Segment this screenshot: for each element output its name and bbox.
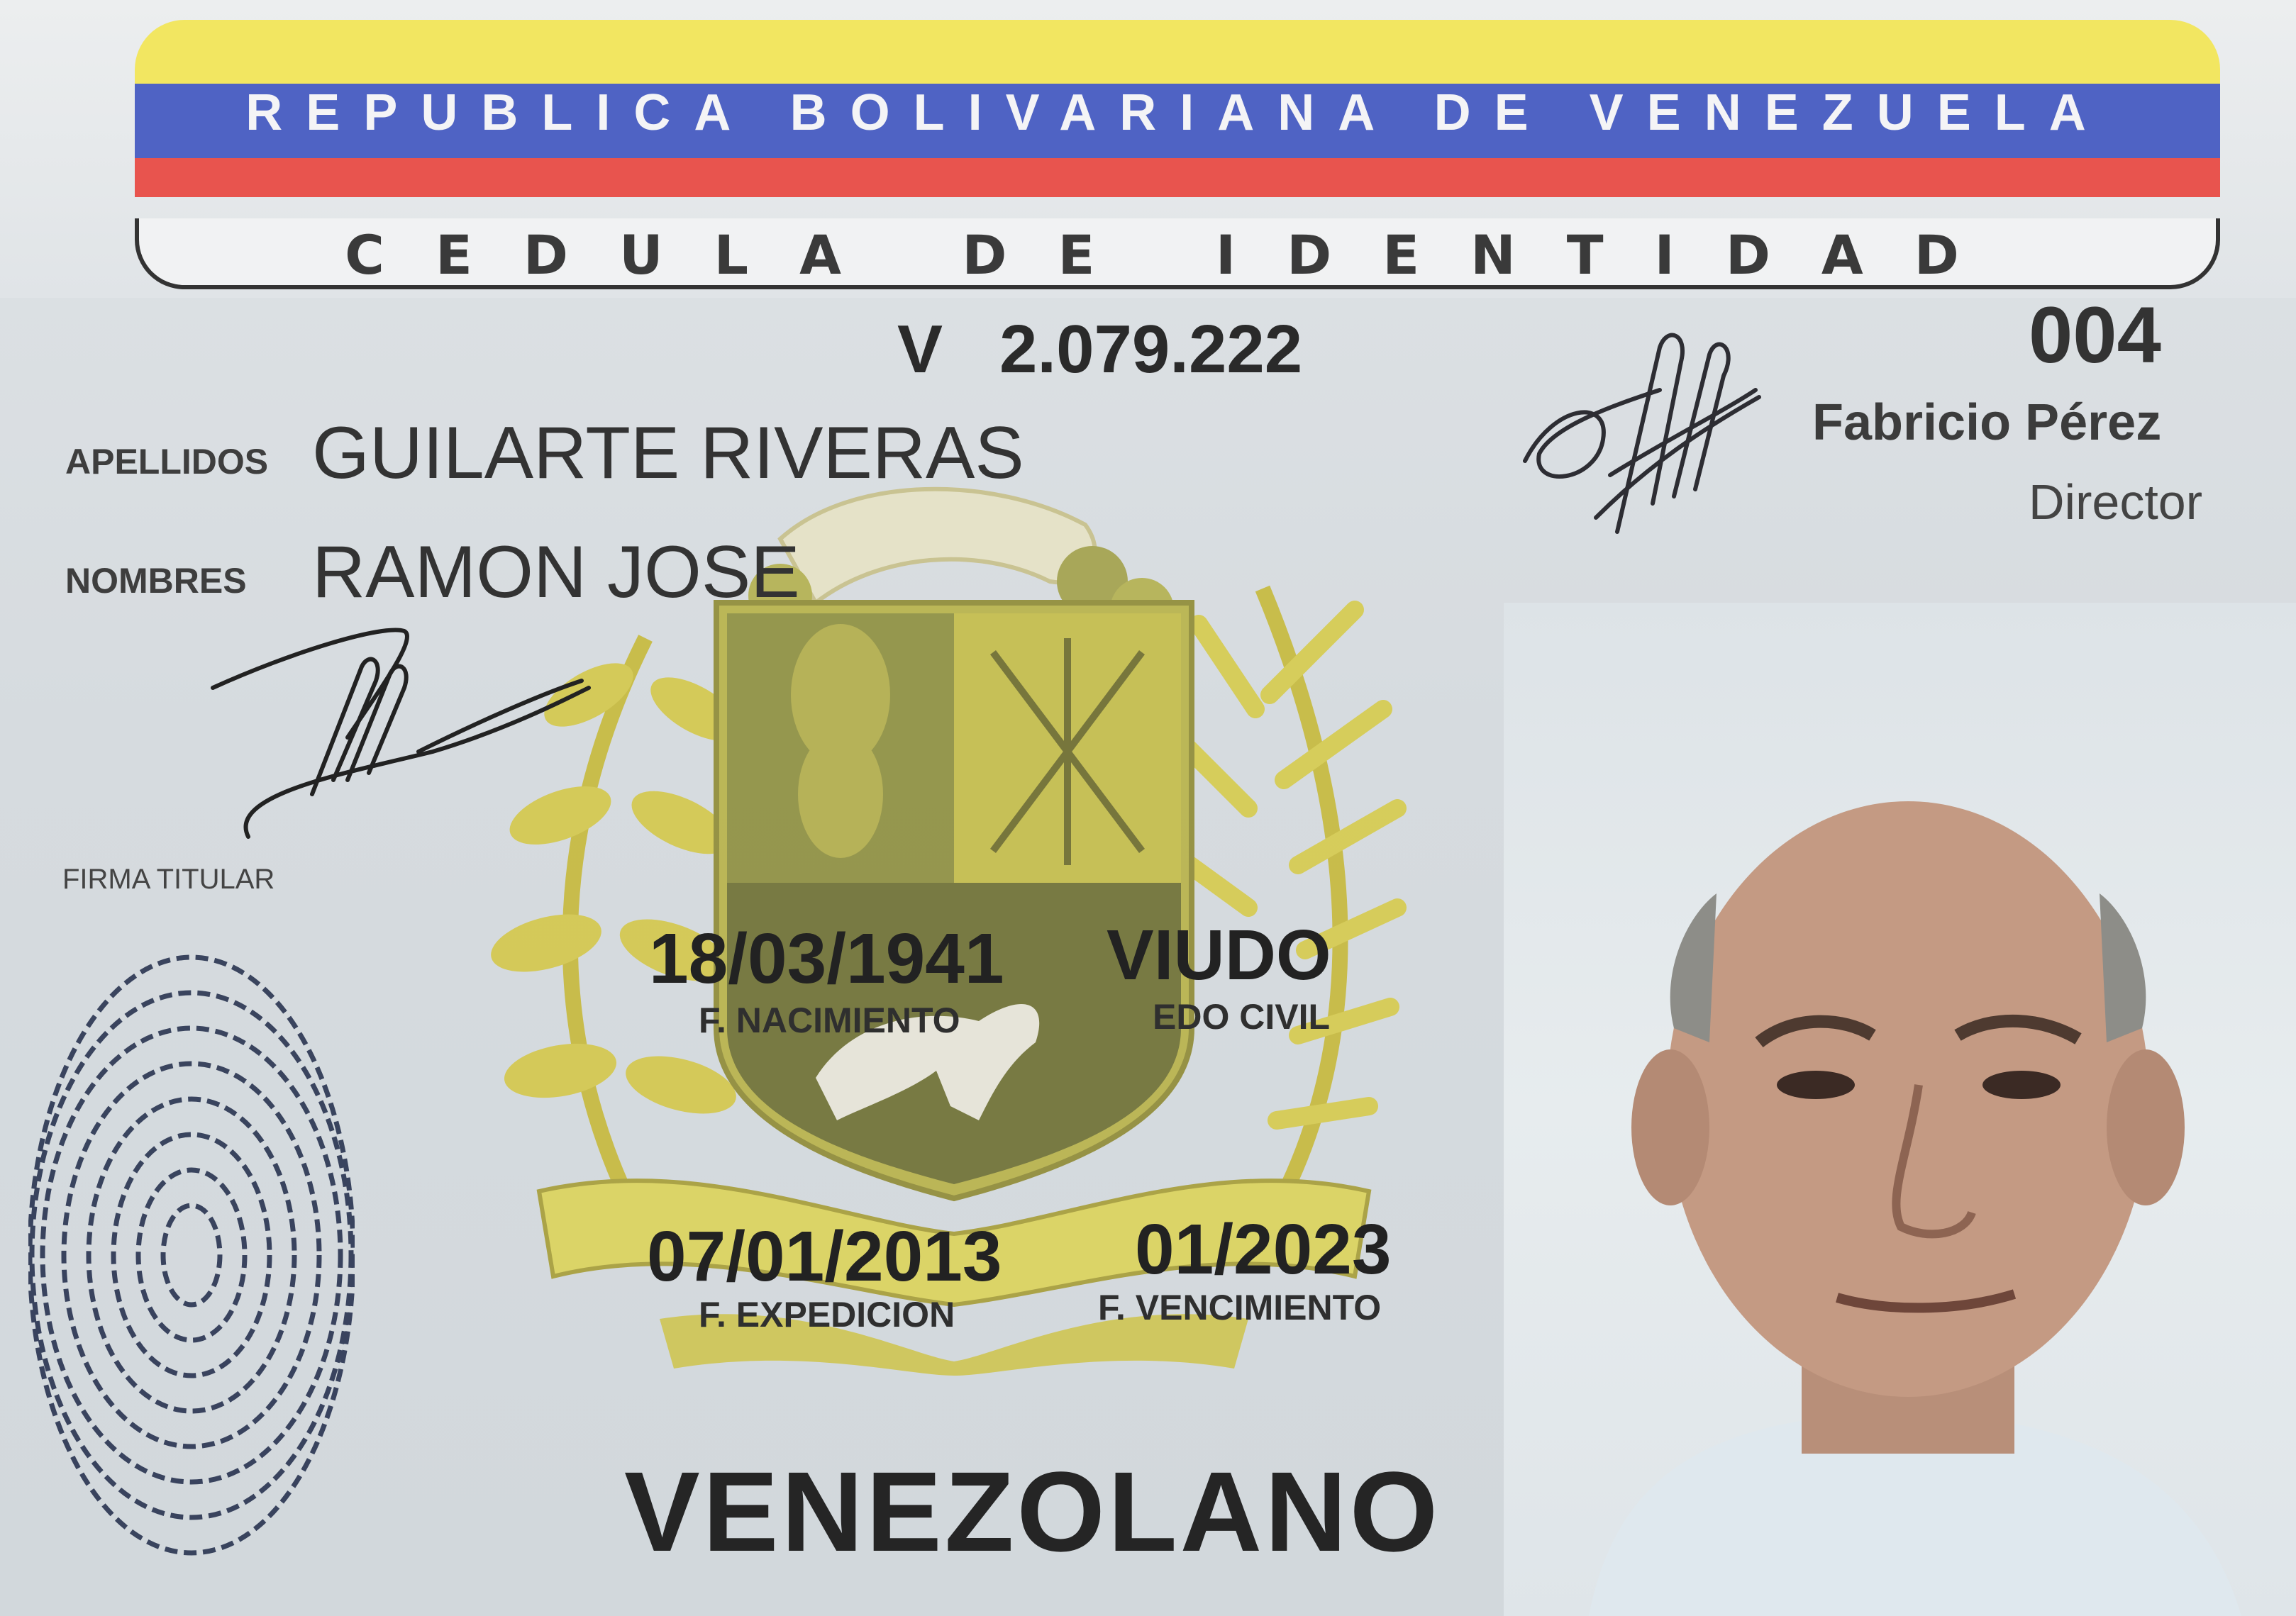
- civil-status-value: VIUDO: [1107, 915, 1331, 995]
- portrait-icon: [1504, 603, 2296, 1616]
- nationality: VENEZOLANO: [624, 1448, 1441, 1575]
- director-title: Director: [2029, 474, 2203, 530]
- director-signature-icon: [1511, 319, 1766, 553]
- director-name: Fabricio Pérez: [1812, 394, 2162, 451]
- card-sequence: 004: [2029, 291, 2161, 379]
- document-type: CEDULA DE IDENTIDAD: [345, 223, 2010, 286]
- holder-photo: [1504, 603, 2296, 1616]
- expiry-date-value: 01/2023: [1135, 1210, 1392, 1289]
- surname-label: APELLIDOS: [65, 442, 269, 481]
- country-name: REPUBLICA BOLIVARIANA DE VENEZUELA: [245, 84, 2109, 141]
- id-number-value: 2.079.222: [999, 311, 1303, 387]
- surname-value: GUILARTE RIVERAS: [312, 412, 1024, 494]
- issue-date-value: 07/01/2013: [647, 1217, 1002, 1296]
- flag-yellow-stripe: [135, 20, 2220, 84]
- civil-status-label: EDO CIVIL: [1153, 997, 1331, 1037]
- birth-date-label: F. NACIMIENTO: [699, 1001, 960, 1040]
- id-number: [897, 311, 1359, 389]
- birth-date-value: 18/03/1941: [649, 919, 1004, 998]
- issue-date-label: F. EXPEDICION: [699, 1295, 955, 1334]
- signature-label: FIRMA TITULAR: [62, 864, 275, 895]
- expiry-date-label: F. VENCIMIENTO: [1098, 1288, 1382, 1327]
- fingerprint-icon: [28, 915, 355, 1567]
- id-prefix: V: [897, 311, 943, 387]
- holder-signature-icon: [206, 610, 603, 851]
- flag-red-stripe: [135, 158, 2220, 197]
- given-names-label: NOMBRES: [65, 561, 247, 601]
- given-names-value: RAMON JOSE: [312, 531, 800, 613]
